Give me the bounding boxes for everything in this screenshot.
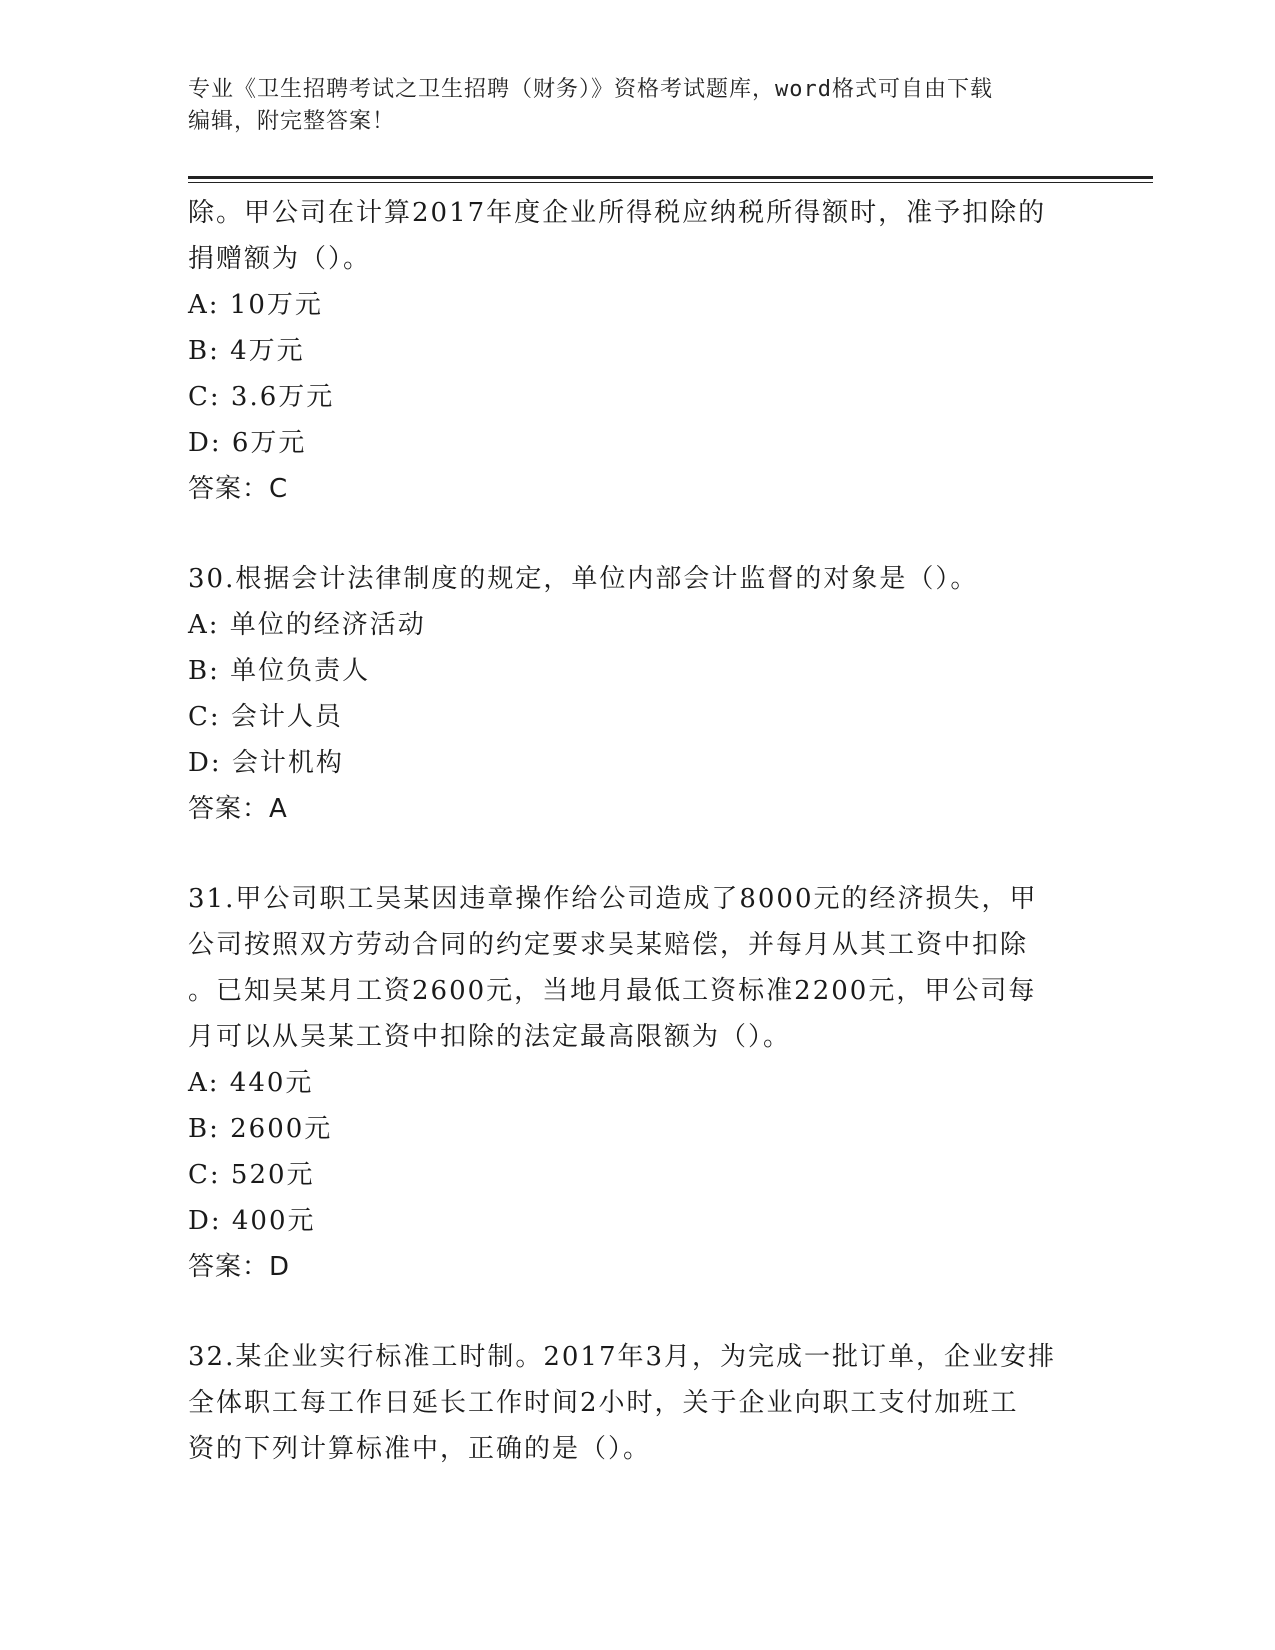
- question-30: [188, 556, 1088, 832]
- option-d: D: 400元: [188, 1206, 316, 1236]
- answer: 答案：D: [188, 1252, 291, 1282]
- question-stem-line: 捐赠额为（）。: [188, 244, 372, 274]
- option-d: D: 6万元: [188, 428, 307, 458]
- page-header: [188, 74, 1068, 138]
- spacer: [188, 832, 1088, 876]
- option-a: A: 单位的经济活动: [188, 610, 426, 640]
- header-rule-thick: [188, 176, 1153, 179]
- question-stem-line: 。已知吴某月工资2600元，当地月最低工资标准2200元，甲公司每: [188, 976, 1037, 1006]
- option-c: C: 3.6万元: [188, 382, 335, 412]
- header-rule-thin: [188, 182, 1153, 183]
- question-list: [188, 190, 1088, 1472]
- option-a: A: 440元: [188, 1068, 314, 1098]
- option-b: B: 单位负责人: [188, 656, 371, 686]
- question-stem-line: 公司按照双方劳动合同的约定要求吴某赔偿，并每月从其工资中扣除: [188, 930, 1029, 960]
- answer: 答案：C: [188, 474, 289, 504]
- question-stem-line: 除。甲公司在计算2017年度企业所得税应纳税所得额时，准予扣除的: [188, 198, 1047, 228]
- answer: 答案：A: [188, 794, 288, 824]
- option-b: B: 4万元: [188, 336, 305, 366]
- question-32: [188, 1334, 1088, 1472]
- option-a: A: 10万元: [188, 290, 323, 320]
- spacer: [188, 1290, 1088, 1334]
- option-c: C: 520元: [188, 1160, 315, 1190]
- question-stem-line: 31.甲公司职工吴某因违章操作给公司造成了8000元的经济损失，甲: [188, 884, 1038, 914]
- question-stem-line: 32.某企业实行标准工时制。2017年3月，为完成一批订单，企业安排: [188, 1342, 1057, 1372]
- header-line-2: 编辑，附完整答案！: [188, 109, 396, 134]
- question-stem-line: 月可以从吴某工资中扣除的法定最高限额为（）。: [188, 1022, 792, 1052]
- question-stem-line: 资的下列计算标准中，正确的是（）。: [188, 1434, 652, 1464]
- question-stem-line: 全体职工每工作日延长工作时间2小时，关于企业向职工支付加班工: [188, 1388, 1019, 1418]
- question-stem-line: 30.根据会计法律制度的规定，单位内部会计监督的对象是（）。: [188, 564, 979, 594]
- question-29: [188, 190, 1088, 512]
- header-line-1: 专业《卫生招聘考试之卫生招聘（财务）》资格考试题库，word格式可自由下载: [188, 77, 993, 102]
- option-d: D: 会计机构: [188, 748, 344, 778]
- question-31: [188, 876, 1088, 1290]
- spacer: [188, 512, 1088, 556]
- option-b: B: 2600元: [188, 1114, 333, 1144]
- option-c: C: 会计人员: [188, 702, 343, 732]
